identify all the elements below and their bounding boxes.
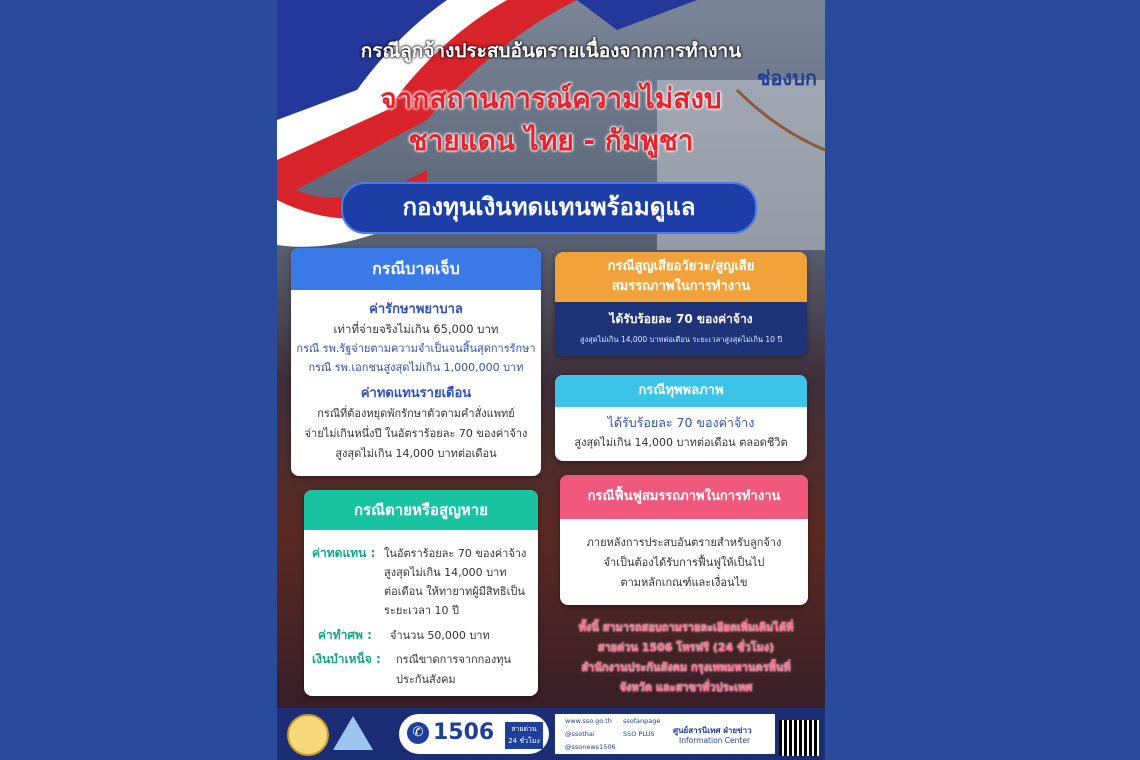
info-center-line2: Information Center xyxy=(679,736,751,745)
med-line3: กรณี รพ.เอกชนสูงสุดไม่เกิน 1,000,000 บาท xyxy=(308,361,524,374)
line-link[interactable]: @ssothai xyxy=(565,730,595,738)
comp-line2: จ่ายไม่เกินหนึ่งปี ในอัตราร้อยละ 70 ของค่าจ้าง xyxy=(304,427,528,440)
phone-icon: ✆ xyxy=(407,722,429,744)
death-extra-line2: ประกันสังคม xyxy=(396,673,456,686)
injury-title: กรณีบาดเจ็บ xyxy=(291,248,541,290)
organ-loss-card xyxy=(555,252,807,356)
contact-line3: สำนักงานประกันสังคม กรุงเทพมหานครพื้นที่ xyxy=(581,661,791,674)
contact-line4: จังหวัด และสาขาทั่วประเทศ xyxy=(619,681,753,694)
disability-line2: สูงสุดไม่เกิน 14,000 บาทต่อเดือน ตลอดชีวิต xyxy=(574,436,788,449)
organ-title-line2: สมรรถภาพในการทำงาน xyxy=(611,279,751,294)
hotline-sub xyxy=(505,722,543,749)
disability-card xyxy=(555,375,807,461)
disability-title: กรณีทุพพลภาพ xyxy=(555,375,807,407)
web-link[interactable]: www.sso.go.th xyxy=(565,717,612,725)
sso-seal-logo xyxy=(287,714,329,756)
death-comp-line3: ต่อเดือน ให้ทายาทผู้มีสิทธิเป็น xyxy=(384,585,525,598)
death-comp-label: ค่าทดแทน : xyxy=(312,546,376,560)
hotline-number[interactable]: 1506 xyxy=(433,720,495,745)
rehab-line3: ตามหลักเกณฑ์และเงื่อนไข xyxy=(620,576,748,589)
rehab-card xyxy=(560,475,808,605)
rehab-line1: ภายหลังการประสบอันตรายสำหรับลูกจ้าง xyxy=(586,536,782,549)
organ-loss-title xyxy=(555,252,807,302)
hotline-sub-line2: 24 ชั่วโมง xyxy=(508,737,540,745)
comp-title: ค่าทดแทนรายเดือน xyxy=(360,386,472,401)
death-extra-line1: กรณีขาดการจากกองทุน xyxy=(396,653,512,666)
rehab-title: กรณีฟื้นฟูสมรรถภาพในการทำงาน xyxy=(560,475,808,519)
med-line2: กรณี รพ.รัฐจ่ายตามความจำเป็นจนสิ้นสุดการรักษา xyxy=(296,342,536,355)
app-link[interactable]: SSO PLUS xyxy=(623,730,655,738)
rehab-line2: จำเป็นต้องได้รับการฟื้นฟูให้เป็นไป xyxy=(603,556,765,569)
qr-code xyxy=(779,720,819,756)
headline-line2: จากสถานการณ์ความไม่สงบ xyxy=(380,82,722,115)
info-center-line1: ศูนย์สารนิเทศ ฝ่ายข่าว xyxy=(673,726,752,735)
death-comp-line2: สูงสุดไม่เกิน 14,000 บาท xyxy=(384,566,507,579)
contact-line2: สายด่วน 1506 โทรฟรี (24 ชั่วโมง) xyxy=(597,641,775,654)
disability-line1: ได้รับร้อยละ 70 ของค่าจ้าง xyxy=(607,415,755,430)
comp-line1: กรณีที่ต้องหยุดพักรักษาตัวตามคำสั่งแพทย์ xyxy=(317,407,515,420)
comp-line3: สูงสุดไม่เกิน 14,000 บาทต่อเดือน xyxy=(335,447,497,460)
death-title: กรณีตายหรือสูญหาย xyxy=(304,490,538,530)
facebook-link[interactable]: ssofanpage xyxy=(623,717,661,725)
organ-body-line1: ได้รับร้อยละ 70 ของค่าจ้าง xyxy=(609,312,753,326)
sso-triangle-logo xyxy=(333,716,373,750)
place-label: ช่องบก xyxy=(756,66,817,90)
hotline-sub-line1: สายด่วน xyxy=(511,725,537,733)
injury-card xyxy=(291,248,541,476)
headline-line1: กรณีลูกจ้างประสบอันตรายเนื่องจากการทำงาน xyxy=(360,40,742,62)
headline-line3: ชายแดน ไทย - กัมพูชา xyxy=(408,124,694,157)
death-card xyxy=(304,490,538,696)
poster xyxy=(277,0,825,760)
headline-main xyxy=(277,78,825,162)
tiktok-link[interactable]: @ssonews1506 xyxy=(565,743,616,751)
contact-line1: ทั้งนี้ สามารถสอบถามรายละเอียดเพิ่มเติมได้ที่ xyxy=(578,621,794,634)
links-block xyxy=(555,714,775,754)
contact-info xyxy=(555,618,817,698)
footer-bar xyxy=(277,708,825,760)
med-title: ค่ารักษาพยาบาล xyxy=(369,302,463,317)
death-funeral-label: ค่าทำศพ : xyxy=(318,628,372,642)
organ-title-line1: กรณีสูญเสียอวัยวะ/สูญเสีย xyxy=(607,259,755,274)
death-funeral-value: จำนวน 50,000 บาท xyxy=(390,629,490,642)
death-comp-line1: ในอัตราร้อยละ 70 ของค่าจ้าง xyxy=(384,547,527,560)
death-extra-label: เงินบำเหน็จ : xyxy=(312,652,381,666)
organ-body-line2: สูงสุดไม่เกิน 14,000 บาทต่อเดือน ระยะเวลาสูงสุดไม่เกิน 10 ปี xyxy=(579,335,783,344)
med-line1: เท่าที่จ่ายจริงไม่เกิน 65,000 บาท xyxy=(333,322,499,336)
death-comp-line4: ระยะเวลา 10 ปี xyxy=(384,604,459,617)
fund-banner: กองทุนเงินทดแทนพร้อมดูแล xyxy=(341,182,757,234)
